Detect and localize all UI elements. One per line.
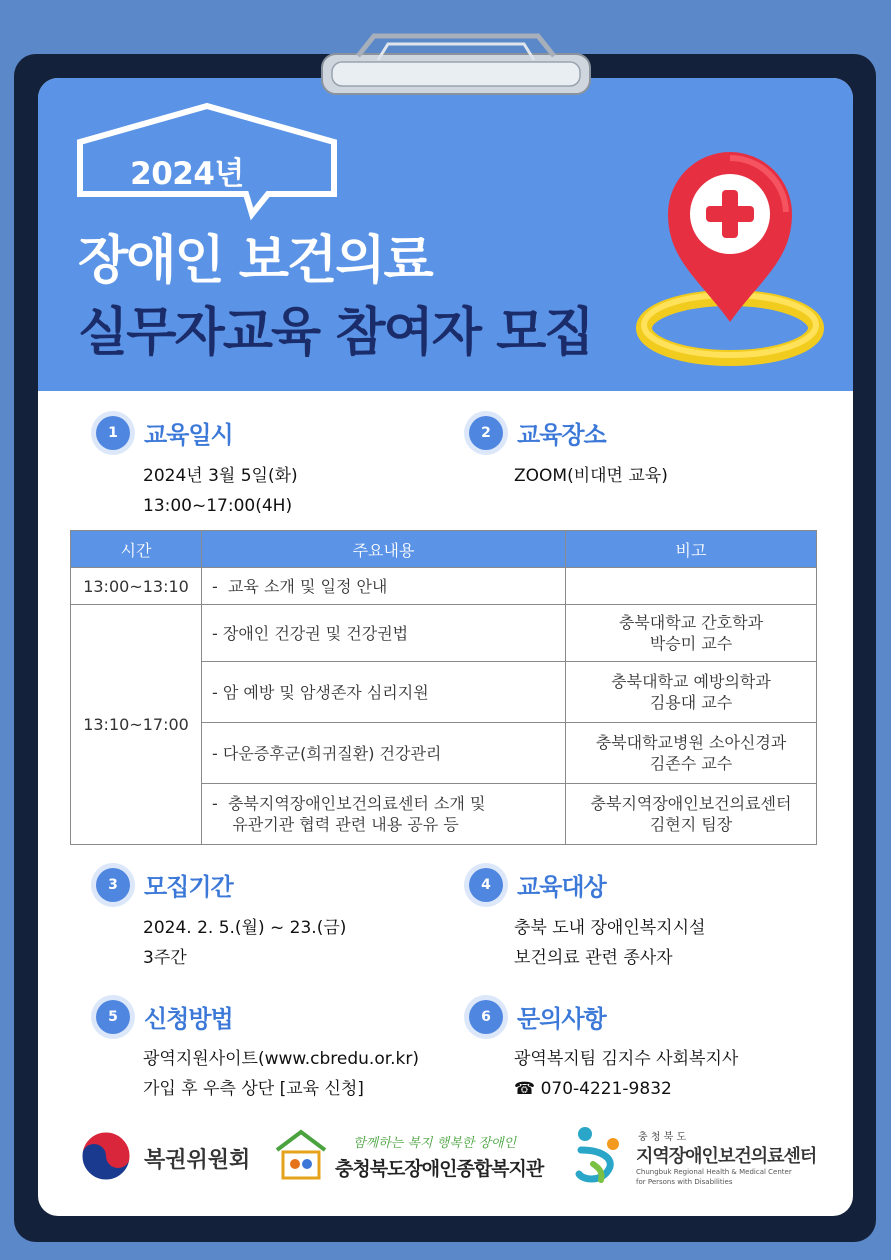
section-title: 신청방법 (144, 1005, 233, 1033)
section-line: 가입 후 우측 상단 [교육 신청] (143, 1079, 364, 1099)
note-line: 충북지역장애인보건의료센터 (590, 794, 792, 813)
section-body (143, 461, 298, 521)
section-schedule-date (96, 415, 233, 450)
section-body (514, 1044, 738, 1104)
footer-logos (38, 1118, 853, 1198)
section-title: 교육대상 (517, 873, 606, 901)
section-contact (469, 999, 606, 1034)
section-venue (469, 415, 606, 450)
content-text: - 다운증후군(희귀질환) 건강관리 (212, 743, 442, 763)
section-line: 보건의료 관련 종사자 (514, 948, 673, 968)
section-number: 5 (96, 1000, 130, 1034)
header-time: 시간 (71, 531, 202, 568)
content-cell (202, 568, 566, 605)
health-center-logo-icon (573, 1124, 625, 1188)
section-recruit-period (96, 867, 233, 902)
section-line: 2024년 3월 5일(화) (143, 466, 298, 486)
health-center-name: 지역장애인보건의료센터 (636, 1146, 817, 1167)
section-number: 2 (469, 416, 503, 450)
title-line-1: 장애인 보건의료 (78, 231, 432, 291)
section-title: 교육일시 (144, 421, 233, 449)
section-line: 13:00~17:00(4H) (143, 496, 293, 516)
section-application (96, 999, 233, 1034)
taegeuk-logo-icon (80, 1130, 132, 1182)
section-body (143, 1044, 419, 1104)
note-line: 충북대학교 간호학과 (618, 613, 764, 632)
welfare-house-logo-icon (273, 1126, 329, 1182)
section-number: 1 (96, 416, 130, 450)
center-english-name-1: Chungbuk Regional Health & Medical Center (636, 1168, 792, 1176)
content-cell (202, 723, 566, 784)
section-line: ZOOM(비대면 교육) (514, 466, 668, 486)
section-body (143, 913, 346, 973)
welfare-center-name: 충청북도장애인종합복지관 (335, 1158, 544, 1180)
content-cell (202, 784, 566, 845)
note-line: 충북대학교병원 소아신경과 (595, 733, 787, 752)
note-line: 김용대 교수 (649, 693, 733, 712)
time-cell: 13:10~17:00 (71, 605, 202, 845)
table-header-row (71, 531, 817, 568)
ministry-name: 복권위원회 (144, 1148, 251, 1173)
section-title: 모집기간 (144, 873, 233, 901)
section-line: 광역지원사이트(www.cbredu.or.kr) (143, 1049, 420, 1069)
section-line: 광역복지팀 김지수 사회복지사 (514, 1049, 739, 1069)
header-content: 주요내용 (202, 531, 566, 568)
metal-clip-icon (318, 32, 594, 104)
schedule-table (70, 530, 817, 845)
note-line: 충북대학교 예방의학과 (611, 672, 771, 691)
content-cell (202, 662, 566, 723)
poster-paper (38, 78, 853, 1216)
note-line: 박승미 교수 (649, 634, 733, 653)
year-label: 2024년 (130, 156, 244, 192)
table-row (71, 605, 817, 662)
note-cell (566, 605, 817, 662)
note-line: 김현지 팀장 (649, 815, 733, 834)
section-title: 문의사항 (517, 1005, 606, 1033)
section-target (469, 867, 606, 902)
section-body (514, 913, 705, 973)
content-text: - 암 예방 및 암생존자 심리지원 (212, 682, 429, 702)
medical-pin-icon (630, 150, 830, 370)
section-line: 2024. 2. 5.(월) ~ 23.(금) (143, 918, 347, 938)
title-line-2: 실무자교육 참여자 모집 (78, 303, 593, 363)
content-text: - 교육 소개 및 일정 안내 (212, 576, 388, 596)
section-number: 6 (469, 1000, 503, 1034)
table-row (71, 568, 817, 605)
section-number: 3 (96, 868, 130, 902)
content-text: 유관기관 협력 관련 내용 공유 등 (212, 815, 459, 834)
center-english-name-2: for Persons with Disabilities (636, 1178, 733, 1186)
section-line: 3주간 (143, 948, 187, 968)
center-region: 충 청 북 도 (638, 1132, 687, 1143)
content-cell (202, 605, 566, 662)
note-line: 김존수 교수 (649, 754, 733, 773)
note-cell (566, 662, 817, 723)
content-text: - 장애인 건강권 및 건강권법 (212, 623, 409, 643)
note-cell (566, 723, 817, 784)
welfare-slogan: 함께하는 복지 행복한 장애인 (353, 1136, 517, 1151)
hero-banner (38, 78, 853, 391)
header-note: 비고 (566, 531, 817, 568)
note-cell (566, 568, 817, 605)
section-body (514, 461, 668, 491)
section-line: ☎ 070-4221-9832 (514, 1079, 672, 1099)
section-title: 교육장소 (517, 421, 606, 449)
time-cell: 13:00~13:10 (71, 568, 202, 605)
section-line: 충북 도내 장애인복지시설 (514, 918, 706, 938)
content-text: - 충북지역장애인보건의료센터 소개 및 (212, 794, 486, 813)
section-number: 4 (469, 868, 503, 902)
note-cell (566, 784, 817, 845)
